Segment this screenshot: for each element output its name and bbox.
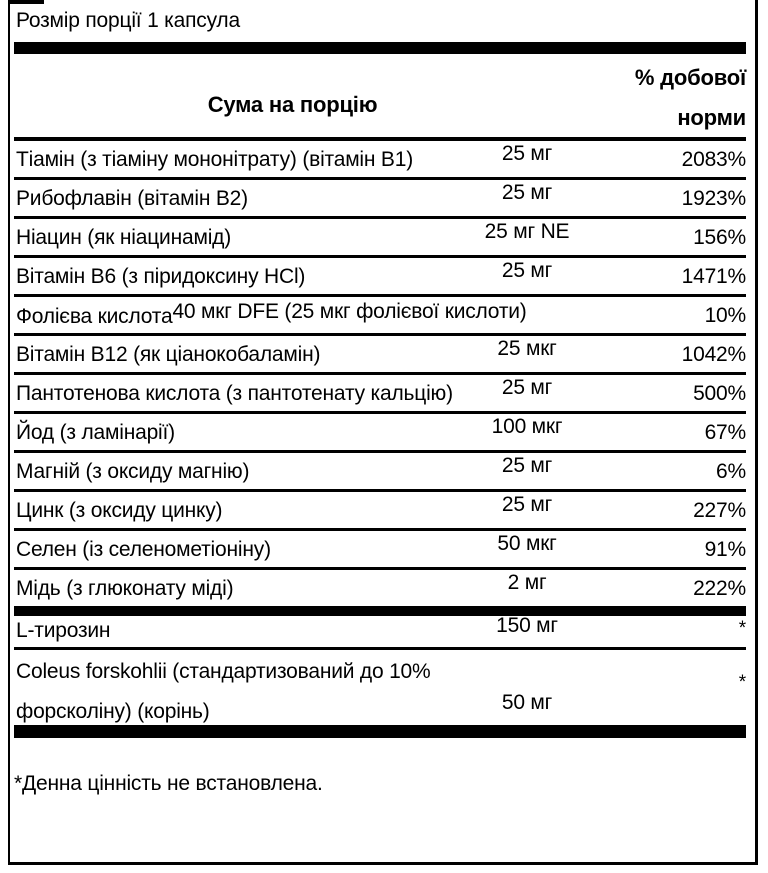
- nutrient-amount: 100 мкг: [491, 415, 563, 438]
- nutrient-daily-value: 1923%: [681, 187, 746, 210]
- table-row: [14, 297, 746, 336]
- nutrient-amount: 25 мг: [501, 142, 553, 165]
- table-row: [14, 141, 746, 180]
- nutrient-name: Вітамін B12 (як ціанокобаламін): [16, 343, 321, 366]
- nutrient-daily-value: 1042%: [681, 343, 746, 366]
- daily-value-column-header: [571, 54, 746, 137]
- nutrient-name: Мідь (з глюконату міді): [16, 577, 234, 600]
- table-row: [14, 453, 746, 492]
- nutrient-amount: 25 мг: [501, 454, 553, 477]
- nutrient-amount: 25 мг: [501, 259, 553, 282]
- table-row: [14, 616, 746, 650]
- serving-size-row: [10, 0, 755, 42]
- nutrient-amount: 25 мкг: [497, 337, 557, 360]
- nutrient-daily-value: 91%: [704, 538, 746, 561]
- serving-size-label: Розмір порції 1 капсула: [16, 9, 240, 32]
- nutrient-name: Вітамін B6 (з піридоксину HCl): [16, 265, 306, 288]
- nutrient-name: Селен (із селенометіоніну): [16, 538, 271, 561]
- nutrient-daily-value: 227%: [693, 499, 746, 522]
- nutrient-daily-value: 1471%: [681, 265, 746, 288]
- nutrient-amount: 2 мг: [507, 571, 547, 594]
- table-row: [14, 258, 746, 297]
- table-row: [14, 492, 746, 531]
- nutrient-daily-value: 222%: [693, 577, 746, 600]
- table-row: [14, 570, 746, 609]
- table-row: [14, 650, 746, 728]
- daily-value-header-line1: % добової: [634, 65, 746, 90]
- nutrient-name: Йод (з ламінарії): [16, 421, 175, 444]
- nutrient-daily-value: 156%: [693, 226, 746, 249]
- amount-column-header-label: Сума на порцію: [207, 91, 378, 117]
- nutrient-name: L-тирозин: [16, 619, 111, 642]
- amount-column-header: [14, 54, 571, 137]
- nutrient-amount: 50 мг: [501, 691, 553, 714]
- nutrient-daily-value: *: [738, 672, 746, 693]
- nutrient-daily-value: 6%: [716, 460, 746, 483]
- nutrient-daily-value: 67%: [704, 421, 746, 444]
- nutrient-name: Coleus forskohlii (стандартизований до 10% форсколіну) (корінь): [16, 660, 431, 723]
- table-row: [14, 531, 746, 570]
- footnote: [10, 738, 755, 796]
- other-ingredient-rows: [10, 616, 755, 728]
- nutrient-amount: 25 мг: [501, 376, 553, 399]
- thick-divider-top: [14, 42, 746, 54]
- top-border-fragment: [8, 0, 44, 4]
- nutrient-amount: 50 мкг: [497, 532, 557, 555]
- nutrient-amount: 150 мг: [496, 614, 558, 637]
- table-row: [14, 414, 746, 453]
- table-header-row: [14, 54, 746, 137]
- nutrient-amount: 25 мг NE: [484, 220, 570, 243]
- daily-value-header-line2: норми: [677, 105, 746, 130]
- nutrient-amount: 25 мг: [501, 181, 553, 204]
- nutrient-daily-value: 500%: [693, 382, 746, 405]
- table-row: [14, 180, 746, 219]
- supplement-facts-panel: [8, 0, 758, 865]
- nutrient-name: Пантотенова кислота (з пантотенату кальцію): [16, 382, 453, 405]
- table-row: [14, 336, 746, 375]
- table-row: [14, 219, 746, 258]
- nutrient-rows: [10, 141, 755, 609]
- nutrient-name: Рибофлавін (вітамін B2): [16, 187, 248, 210]
- nutrient-name: Магній (з оксиду магнію): [16, 460, 250, 483]
- table-row: [14, 375, 746, 414]
- footnote-text: *Денна цінність не встановлена.: [14, 772, 323, 795]
- nutrient-name: Фолієва кислота: [16, 305, 173, 328]
- nutrient-amount: 25 мг: [501, 493, 553, 516]
- nutrient-amount: 40 мкг DFE (25 мкг фолієвої кислоти): [172, 300, 527, 323]
- nutrient-name: Цинк (з оксиду цинку): [16, 499, 223, 522]
- thick-divider-middle: [14, 609, 746, 616]
- nutrient-daily-value: 2083%: [681, 148, 746, 171]
- nutrient-name: Ніацин (як ніацинамід): [16, 226, 232, 249]
- nutrient-daily-value: *: [738, 618, 746, 639]
- nutrient-name: Тіамін (з тіаміну мононітрату) (вітамін B1): [16, 148, 414, 171]
- nutrient-daily-value: 10%: [704, 304, 746, 327]
